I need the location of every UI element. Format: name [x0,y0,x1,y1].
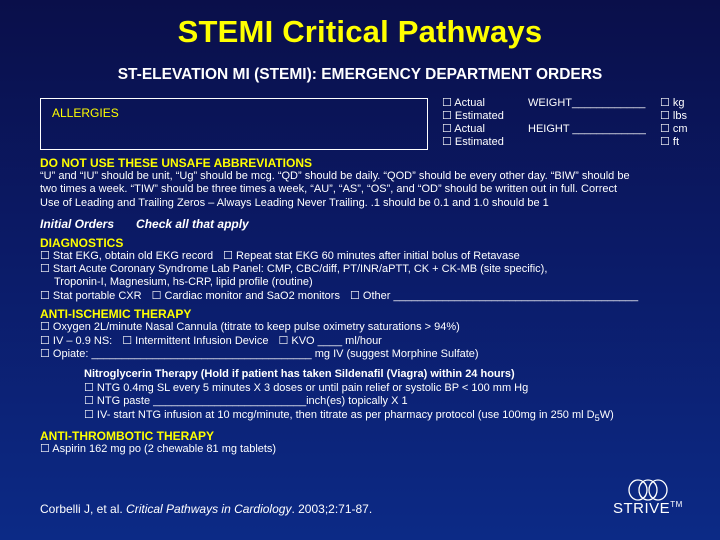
iv-ns-option[interactable]: ☐ IV – 0.9 NS: [40,334,113,347]
iv-line [40,335,700,348]
trademark-mark: TM [670,500,683,509]
unit-checkbox[interactable]: ☐ ft [660,136,680,148]
abbreviations-text: Use of Leading and Trailing Zeros – Always Leading Never Trailing. .1 should be 0.1 and 1.0 should be 1 [40,196,549,209]
oxygen-option[interactable]: ☐ Oxygen 2L/minute Nasal Cannula (titrate to keep pulse oximetry saturations > 94%) [40,321,460,334]
citation-authors: Corbelli J, et al. [40,502,127,516]
ntg-iv-subscript: 5 [594,412,600,423]
weight-field[interactable]: WEIGHT____________ [528,97,646,109]
unit-checkbox[interactable]: ☐ lbs [660,110,687,122]
strive-logo-text [613,500,683,517]
lab-panel-option[interactable]: ☐ Start Acute Coronary Syndrome Lab Panel: CMP, CBC/diff, PT/INR/aPTT, CK + CK-MB (site specific), [40,263,548,276]
kvo-option[interactable]: ☐ KVO ____ ml/hour [278,334,382,347]
infusion-device-option[interactable]: ☐ Intermittent Infusion Device [122,334,269,347]
ntg-paste-option[interactable]: ☐ NTG paste _________________________inch(es) topically X 1 [84,395,408,408]
diagnostics-line [40,290,700,303]
allergies-label: ALLERGIES [52,106,119,120]
aspirin-option[interactable]: ☐ Aspirin 162 mg po (2 chewable 81 mg tablets) [40,443,277,456]
ntg-sl-option[interactable]: ☐ NTG 0.4mg SL every 5 minutes X 3 doses or until pain relief or systolic BP < 100 mm Hg [84,381,529,394]
ntg-iv-option[interactable] [84,409,700,426]
unit-checkbox[interactable]: ☐ cm [660,123,688,135]
stat-ekg-option[interactable]: ☐ Stat EKG, obtain old EKG record [40,249,214,262]
checkbox-option[interactable]: ☐ Estimated [442,110,504,122]
diagnostics-line [40,250,700,263]
abbreviations-text: two times a week. “TIW” should be three times a week, “AU”, “AS”, “OS”, and “OD” should be written out in full. Correct [40,183,618,196]
measurement-row [442,97,702,110]
anti-thrombotic-heading: ANTI-THROMBOTIC THERAPY [40,429,214,444]
diagnostics-heading: DIAGNOSTICS [40,235,124,250]
ntg-iv-end: W) [599,408,614,421]
orders-heading [40,218,700,231]
measurement-row [442,123,702,136]
slide-title: STEMI Critical Pathways [177,14,543,49]
cardiac-monitor-option[interactable]: ☐ Cardiac monitor and SaO2 monitors [151,289,340,302]
measurement-row [442,136,702,149]
abbreviations-text: “U” and “IU” should be unit, “Ug” should be mcg. “QD” should be daily. “QOD” should be every other day. “BIW” should be [40,170,630,182]
portable-cxr-option[interactable]: ☐ Stat portable CXR [40,289,142,302]
ntg-heading: Nitroglycerin Therapy (Hold if patient has taken Sildenafil (Viagra) within 24 hours) [84,368,515,381]
strive-rings-icon [618,478,678,502]
ntg-block [40,368,700,425]
checkbox-option[interactable]: ☐ Estimated [442,136,504,148]
citation-journal: Critical Pathways in Cardiology [126,502,292,516]
height-field[interactable]: HEIGHT ____________ [528,123,646,135]
unit-checkbox[interactable]: ☐ kg [660,97,685,109]
measurement-row [442,110,702,123]
strive-wordmark: STRIVE [613,500,671,517]
repeat-ekg-option[interactable]: ☐ Repeat stat EKG 60 minutes after initial bolus of Retavase [223,249,520,262]
allergies-box [40,98,428,150]
orders-content [40,156,700,457]
check-all-label: Check all that apply [136,217,249,232]
abbreviations-heading: DO NOT USE THESE UNSAFE ABBREVIATIONS [40,156,313,170]
citation [40,502,372,516]
weight-height-block [442,97,702,149]
opiate-option[interactable]: ☐ Opiate: ____________________________________ mg IV (suggest Morphine Sulfate) [40,348,479,361]
anti-ischemic-heading: ANTI-ISCHEMIC THERAPY [40,307,192,322]
blank-cell [528,110,660,123]
subtitle: ST-ELEVATION MI (STEMI): EMERGENCY DEPARTMENT ORDERS [117,66,603,83]
checkbox-option[interactable]: ☐ Actual [442,97,485,109]
other-option[interactable]: ☐ Other ________________________________________ [349,289,639,302]
checkbox-option[interactable]: ☐ Actual [442,123,485,135]
ntg-iv-text: ☐ IV- start NTG infusion at 10 mcg/minute, then titrate as per pharmacy protocol (use 100mg in 250 ml D [84,408,595,421]
blank-cell [528,136,660,149]
initial-orders-label: Initial Orders [40,217,115,232]
citation-details: . 2003;2:71-87. [291,502,373,516]
lab-panel-continued: Troponin-I, Magnesium, hs-CRP, lipid profile (routine) [54,276,313,289]
